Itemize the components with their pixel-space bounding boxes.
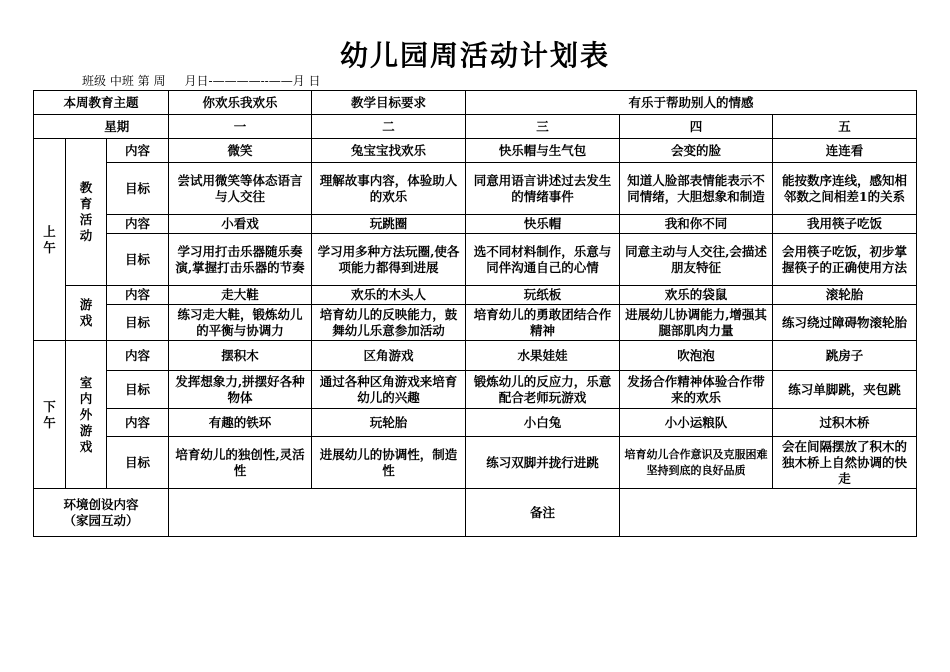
table-cell: 连连看	[773, 139, 917, 163]
morning-label: 上 午	[34, 139, 66, 341]
row-label: 内容	[107, 286, 169, 305]
row-label: 目标	[107, 305, 169, 341]
edu-activity-label: 教 育 活 动	[66, 139, 107, 286]
table-cell: 水果娃娃	[466, 341, 620, 371]
table-cell: 微笑	[169, 139, 312, 163]
table-cell: 会变的脸	[620, 139, 773, 163]
table-cell: 练习绕过障碍物滚轮胎	[773, 305, 917, 341]
table-cell: 会用筷子吃饭，初步掌握筷子的正确使用方法	[773, 234, 917, 286]
table-cell: 欢乐的木头人	[312, 286, 466, 305]
table-cell: 培育幼儿的勇敢团结合作精神	[466, 305, 620, 341]
class-label: 班级 中班 第 周	[82, 74, 166, 88]
footer-row	[34, 489, 917, 537]
table-cell: 摆积木	[169, 341, 312, 371]
note-value	[620, 489, 917, 537]
table-cell: 吹泡泡	[620, 341, 773, 371]
table-cell: 通过各种区角游戏来培育幼儿的兴趣	[312, 371, 466, 409]
day-5: 五	[773, 115, 917, 139]
table-cell: 发扬合作精神体验合作带来的欢乐	[620, 371, 773, 409]
date-label: 月日-————--——月 日	[184, 74, 321, 88]
table-cell: 小看戏	[169, 215, 312, 234]
table-cell: 培育幼儿合作意识及克服困难坚持到底的良好品质	[620, 437, 773, 489]
table-cell: 过积木桥	[773, 409, 917, 437]
table-cell: 锻炼幼儿的反应力，乐意配合老师玩游戏	[466, 371, 620, 409]
table-cell: 兔宝宝找欢乐	[312, 139, 466, 163]
table-cell: 跳房子	[773, 341, 917, 371]
day-1: 一	[169, 115, 312, 139]
theme-label: 本周教育主题	[34, 91, 169, 115]
row-label: 目标	[107, 163, 169, 215]
row-label: 内容	[107, 139, 169, 163]
day-4: 四	[620, 115, 773, 139]
table-cell: 玩纸板	[466, 286, 620, 305]
table-cell: 玩轮胎	[312, 409, 466, 437]
page-title: 幼儿园周活动计划表	[339, 39, 610, 72]
weekly-plan-table	[33, 90, 917, 537]
table-row	[34, 305, 917, 341]
table-cell: 会在间隔摆放了积木的独木桥上自然协调的快走	[773, 437, 917, 489]
class-date-line	[82, 72, 321, 89]
table-cell: 练习走大鞋，锻炼幼儿的平衡与协调力	[169, 305, 312, 341]
table-cell: 培育幼儿的独创性,灵活性	[169, 437, 312, 489]
row-label: 目标	[107, 234, 169, 286]
table-row	[34, 215, 917, 234]
table-cell: 小白兔	[466, 409, 620, 437]
table-cell: 同意主动与人交往,会描述朋友特征	[620, 234, 773, 286]
goal-label: 教学目标要求	[312, 91, 466, 115]
table-cell: 尝试用微笑等体态语言与人交往	[169, 163, 312, 215]
table-cell: 我和你不同	[620, 215, 773, 234]
table-cell: 进展幼儿的协调性，制造性	[312, 437, 466, 489]
theme-value: 你欢乐我欢乐	[169, 91, 312, 115]
weekday-row	[34, 115, 917, 139]
table-cell: 同意用语言讲述过去发生的情绪事件	[466, 163, 620, 215]
table-cell: 发挥想象力,拼摆好各种物体	[169, 371, 312, 409]
environment-label: 环境创设内容 （家园互动）	[34, 489, 169, 537]
table-row	[34, 139, 917, 163]
table-cell: 快乐帽与生气包	[466, 139, 620, 163]
goal-value: 有乐于帮助别人的情感	[466, 91, 917, 115]
row-label: 目标	[107, 371, 169, 409]
table-row	[34, 234, 917, 286]
afternoon-label: 下 午	[34, 341, 66, 489]
table-cell: 能按数序连线，感知相邻数之间相差1的关系	[773, 163, 917, 215]
row-label: 目标	[107, 437, 169, 489]
table-cell: 区角游戏	[312, 341, 466, 371]
table-cell: 走大鞋	[169, 286, 312, 305]
day-2: 二	[312, 115, 466, 139]
day-3: 三	[466, 115, 620, 139]
table-row	[34, 163, 917, 215]
table-cell: 培育幼儿的反映能力，鼓舞幼儿乐意参加活动	[312, 305, 466, 341]
table-cell: 练习双脚并拢行进跳	[466, 437, 620, 489]
table-cell: 玩跳圈	[312, 215, 466, 234]
note-label: 备注	[466, 489, 620, 537]
table-cell: 快乐帽	[466, 215, 620, 234]
table-cell: 理解故事内容，体验助人的欢乐	[312, 163, 466, 215]
weekday-label: 星期	[66, 115, 169, 139]
table-cell: 选不同材料制作，乐意与同伴沟通自己的心情	[466, 234, 620, 286]
environment-value	[169, 489, 466, 537]
row-label: 内容	[107, 215, 169, 234]
table-cell: 知道人脸部表情能表示不同情绪，大胆想象和制造	[620, 163, 773, 215]
table-cell: 学习用打击乐器随乐奏演,掌握打击乐器的节奏	[169, 234, 312, 286]
row-label: 内容	[107, 409, 169, 437]
table-cell: 我用筷子吃饭	[773, 215, 917, 234]
table-row	[34, 409, 917, 437]
game-label: 游 戏	[66, 286, 107, 341]
table-row	[34, 286, 917, 305]
table-cell: 学习用多种方法玩圈,使各项能力都得到进展	[312, 234, 466, 286]
table-row	[34, 371, 917, 409]
outdoor-games-label: 室 内 外 游 戏	[66, 341, 107, 489]
table-cell: 滚轮胎	[773, 286, 917, 305]
table-cell: 进展幼儿协调能力,增强其腿部肌肉力量	[620, 305, 773, 341]
table-cell: 有趣的铁环	[169, 409, 312, 437]
table-row	[34, 341, 917, 371]
row-label: 内容	[107, 341, 169, 371]
table-cell: 欢乐的袋鼠	[620, 286, 773, 305]
table-cell: 小小运粮队	[620, 409, 773, 437]
table-row	[34, 437, 917, 489]
table-cell: 练习单脚跳，夹包跳	[773, 371, 917, 409]
theme-row	[34, 91, 917, 115]
